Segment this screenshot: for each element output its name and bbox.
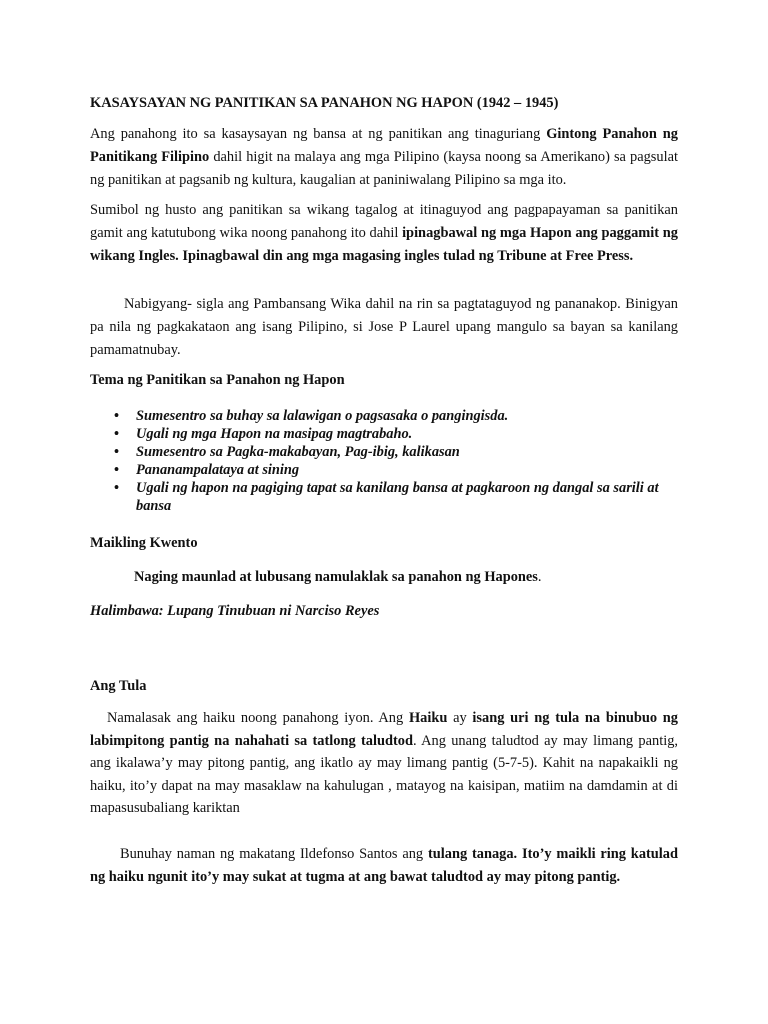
bullet-icon: • xyxy=(114,462,120,478)
haiku-text: Namalasak ang haiku noong panahong iyon. Ang xyxy=(107,710,409,726)
intro-paragraph xyxy=(90,123,678,192)
haiku-definition: isang uri ng tula na binubuo ng labimpitong pantig na nahahati sa tatlong taludtod xyxy=(90,710,679,749)
language-text: Sumibol ng husto ang panitikan sa wikang tagalog at itinaguyod ang pagpapayaman sa panitikan gamit ang katutubong wika noong panahong ito dahil xyxy=(90,202,678,241)
maikling-kwento-period: . xyxy=(537,569,542,585)
intro-text-end: dahil higit na malaya ang mga Pilipino (kaysa noong sa Amerikano) sa pagsulat ng panitikan at pagsanib ng kultura, kaugalian at paniniwalang Pilipino sa mga ito. xyxy=(90,149,678,188)
haiku-paragraph xyxy=(90,707,678,820)
national-language-paragraph: Nabigyang- sigla ang Pambansang Wika dahil na rin sa pagtataguyod ng pananakop. Binigyan pa nila ng pagkakataon ang isang Pilipino, si Jose P Laurel upang mangulo sa bayan sa kanilang pamamatnubay. xyxy=(90,296,678,358)
bullet-icon: • xyxy=(114,444,120,460)
tanaga-definition: tulang tanaga. Ito’y maikli ring katulad ng haiku ngunit ito’y may sukat at tugma at ang bawat taludtod ay may pitong pantig. xyxy=(90,846,679,885)
tema-heading: Tema ng Panitikan sa Panahon ng Hapon xyxy=(90,372,345,388)
bullet-icon: • xyxy=(114,426,120,442)
language-paragraph xyxy=(90,199,678,268)
bullet-icon: • xyxy=(114,408,120,424)
bullet-icon: • xyxy=(114,480,120,496)
list-item: • Pananampalataya at sining xyxy=(114,462,300,478)
intro-text: Ang panahong ito sa kasaysayan ng bansa at ng panitikan ang tinaguriang xyxy=(90,126,547,142)
ang-tula-heading: Ang Tula xyxy=(90,678,147,694)
maikling-kwento-heading: Maikling Kwento xyxy=(90,535,198,551)
haiku-connector: ay xyxy=(447,710,473,726)
maikling-kwento-text: Naging maunlad at lubusang namulaklak sa panahon ng Hapones xyxy=(134,569,538,585)
list-item: • Sumesentro sa buhay sa lalawigan o pagsasaka o pangingisda. xyxy=(114,408,509,424)
haiku-term: Haiku xyxy=(408,710,448,726)
english-ban-text: ipinagbawal ng mga Hapon ang paggamit ng wikang Ingles. Ipinagbawal din ang mga magasing ingles tulad ng Tribune at Free Press. xyxy=(90,225,678,264)
golden-age-term: Gintong Panahon ng Panitikang Filipino xyxy=(90,126,678,165)
document-title: KASAYSAYAN NG PANITIKAN SA PANAHON NG HAPON (1942 – 1945) xyxy=(90,95,559,111)
tanaga-text: Bunuhay naman ng makatang Ildefonso Santos ang xyxy=(120,846,428,862)
list-item: • Ugali ng mga Hapon na masipag magtrabaho. xyxy=(114,426,413,442)
haiku-text-end: . Ang unang taludtod ay may limang pantig, ang ikalawa’y may pitong pantig, ang ikatlo ay may limang pantig (5-7-5). Kahit na napakaikli ng haiku, ito’y dapat na may masaklaw na kahulugan , matayog na kaisipan, matiim na damdamin at di mapasusubaliang kariktan xyxy=(90,732,678,816)
tanaga-paragraph xyxy=(90,843,678,889)
halimbawa-text: Halimbawa: Lupang Tinubuan ni Narciso Reyes xyxy=(90,603,380,619)
tema-list xyxy=(90,407,678,515)
maikling-kwento-paragraph xyxy=(90,566,678,589)
list-item: • Ugali ng hapon na pagiging tapat sa kanilang bansa at pagkaroon ng dangal sa sarili at bansa xyxy=(114,480,659,514)
list-item: • Sumesentro sa Pagka-makabayan, Pag-ibig, kalikasan xyxy=(114,444,460,460)
